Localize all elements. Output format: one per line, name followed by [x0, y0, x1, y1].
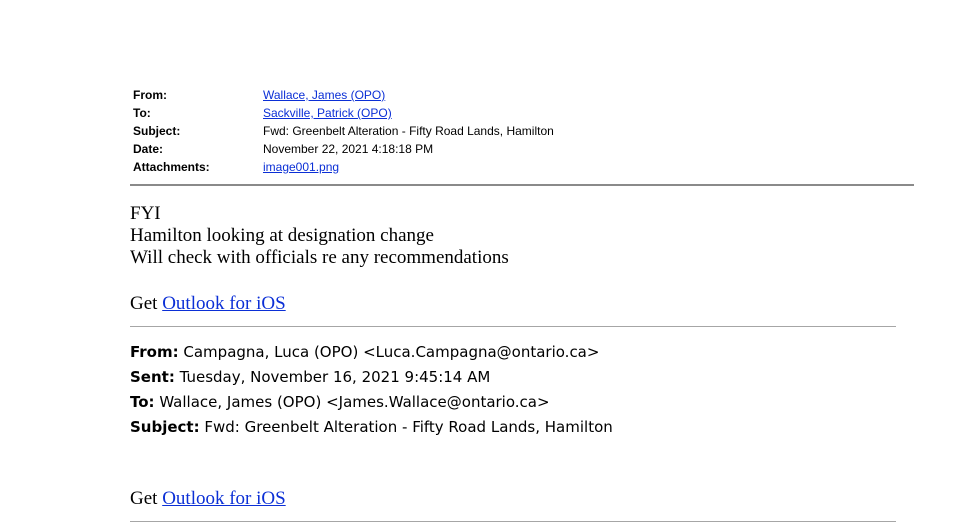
date-label: Date: — [133, 142, 164, 156]
body-line: Will check with officials re any recommendations — [130, 247, 509, 268]
body-line: Hamilton looking at designation change — [130, 225, 434, 246]
attachment-link[interactable]: image001.png — [263, 160, 340, 174]
date-value: November 22, 2021 4:18:18 PM — [263, 142, 434, 156]
subject-value: Fwd: Greenbelt Alteration - Fifty Road Lands, Hamilton — [263, 124, 554, 138]
fwd-to-label: To: — [130, 393, 155, 411]
forwarded-header — [130, 340, 613, 440]
body-line: FYI — [130, 203, 161, 224]
signature-divider — [130, 326, 896, 327]
to-link[interactable]: Sackville, Patrick (OPO) — [263, 106, 392, 120]
fwd-subject-value: Fwd: Greenbelt Alteration - Fifty Road Lands, Hamilton — [199, 418, 613, 436]
fwd-to-value: Wallace, James (OPO) <James.Wallace@ontario.ca> — [154, 393, 550, 411]
fwd-to-row — [130, 390, 613, 415]
signature-prefix: Get — [130, 293, 163, 314]
fwd-subject-label: Subject: — [130, 418, 200, 436]
outlook-ios-link-2[interactable]: Outlook for iOS — [162, 488, 286, 509]
subject-label: Subject: — [133, 124, 181, 138]
outlook-signature — [130, 293, 286, 315]
from-link[interactable]: Wallace, James (OPO) — [263, 88, 386, 102]
fwd-from-label: From: — [130, 343, 179, 361]
message-body — [130, 203, 509, 269]
fwd-from-row — [130, 340, 613, 365]
fwd-sent-row — [130, 365, 613, 390]
fwd-sent-label: Sent: — [130, 368, 175, 386]
signature-prefix: Get — [130, 488, 163, 509]
outlook-signature-2 — [130, 488, 286, 510]
outlook-ios-link[interactable]: Outlook for iOS — [162, 293, 286, 314]
fwd-sent-value: Tuesday, November 16, 2021 9:45:14 AM — [174, 368, 491, 386]
header-divider — [130, 184, 914, 186]
fwd-subject-row — [130, 415, 613, 440]
from-label: From: — [133, 88, 167, 102]
to-label: To: — [133, 106, 151, 120]
fwd-from-value: Campagna, Luca (OPO) <Luca.Campagna@ontario.ca> — [178, 343, 600, 361]
signature-divider-2 — [130, 521, 896, 522]
attachments-label: Attachments: — [133, 160, 210, 174]
